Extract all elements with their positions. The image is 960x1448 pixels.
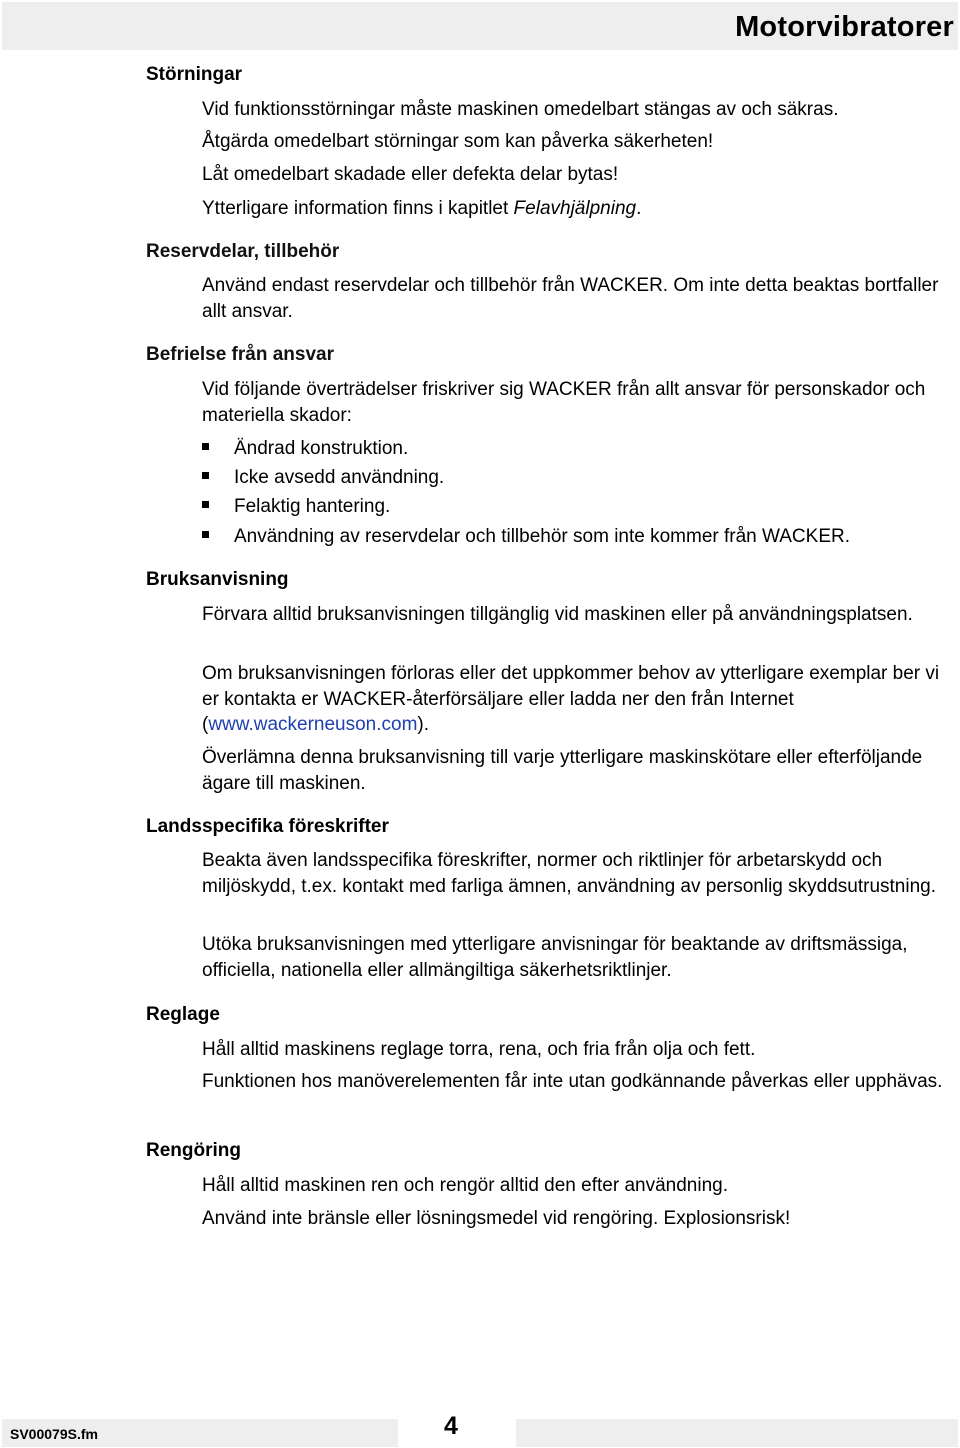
paragraph: Överlämna denna bruksanvisning till varje ytterligare maskinskötare eller efterföljande ägare till maskinen.: [202, 747, 923, 794]
paragraph: Använd inte bränsle eller lösningsmedel vid rengöring. Explosionsrisk!: [202, 1208, 791, 1229]
list-item: [202, 436, 408, 461]
section-heading-befrielse: Befrielse från ansvar: [146, 344, 334, 365]
list-item-text: Användning av reservdelar och tillbehör som inte kommer från WACKER.: [234, 526, 850, 547]
text-span: .: [636, 198, 642, 219]
paragraph: Låt omedelbart skadade eller defekta delar bytas!: [202, 164, 619, 185]
footer-filename: SV00079S.fm: [10, 1426, 98, 1442]
bullet-icon: [202, 531, 209, 538]
page-number: 4: [444, 1412, 458, 1440]
footer-bar-right: [516, 1419, 958, 1447]
section-heading-bruksanvisning: Bruksanvisning: [146, 569, 289, 590]
bullet-icon: [202, 443, 209, 450]
list-item-text: Icke avsedd användning.: [234, 467, 445, 488]
paragraph: [202, 661, 952, 738]
paragraph: Funktionen hos manöverelementen får inte utan godkännande påverkas eller upphävas.: [202, 1071, 943, 1092]
page-title: Motorvibratorer: [735, 11, 954, 43]
paragraph: Utöka bruksanvisningen med ytterligare anvisningar för beaktande av driftsmässiga, officiella, nationella eller allmängiltiga säkerhetsriktlinjer.: [202, 934, 908, 981]
paragraph: Förvara alltid bruksanvisningen tillgänglig vid maskinen eller på användningsplatsen.: [202, 604, 913, 625]
paragraph: Vid följande överträdelser friskriver sig WACKER från allt ansvar för personskador och materiella skador:: [202, 379, 926, 426]
text-span: Om bruksanvisningen förloras eller det uppkommer behov av ytterligare exemplar ber vi er kontakta er WACKER-återförsäljare eller ladda ner den från Internet (: [202, 663, 940, 735]
paragraph: Beakta även landsspecifika föreskrifter, normer och riktlinjer för arbetarskydd och miljöskydd, t.ex. kontakt med farliga ämnen, användning av personlig skyddsutrustning.: [202, 850, 937, 897]
list-item-text: Felaktig hantering.: [234, 496, 391, 517]
list-item: [202, 465, 444, 490]
text-span: Ytterligare information finns i kapitlet: [202, 198, 514, 219]
paragraph: Vid funktionsstörningar måste maskinen omedelbart stängas av och säkras.: [202, 99, 839, 120]
paragraph: [202, 196, 952, 222]
section-heading-reglage: Reglage: [146, 1004, 220, 1025]
bullet-icon: [202, 472, 209, 479]
section-heading-storningar: Störningar: [146, 64, 243, 85]
list-item: [202, 494, 390, 519]
bullet-icon: [202, 501, 209, 508]
section-heading-reservdelar: Reservdelar, tillbehör: [146, 241, 340, 262]
website-link[interactable]: www.wackerneuson.com: [208, 714, 418, 735]
paragraph: Använd endast reservdelar och tillbehör från WACKER. Om inte detta beaktas bortfaller allt ansvar.: [202, 275, 939, 322]
list-item-text: Ändrad konstruktion.: [234, 438, 409, 459]
paragraph: Håll alltid maskinen ren och rengör alltid den efter användning.: [202, 1175, 728, 1196]
text-span: ).: [417, 714, 430, 735]
paragraph: Håll alltid maskinens reglage torra, rena, och fria från olja och fett.: [202, 1039, 756, 1060]
chapter-reference: Felavhjälpning: [513, 198, 637, 219]
paragraph: Åtgärda omedelbart störningar som kan påverka säkerheten!: [202, 131, 714, 152]
section-heading-landsspecifika: Landsspecifika föreskrifter: [146, 816, 389, 837]
list-item: [202, 524, 850, 549]
section-heading-rengoring: Rengöring: [146, 1140, 241, 1161]
